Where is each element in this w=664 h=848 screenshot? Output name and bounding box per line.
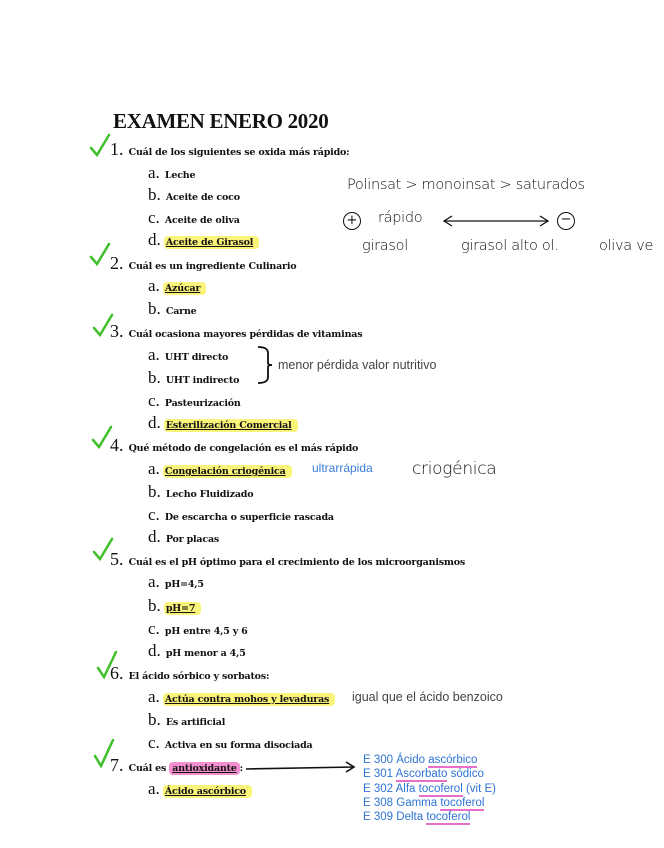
note-rapido: rápido bbox=[378, 210, 423, 226]
note-girasol: girasol bbox=[362, 238, 408, 254]
option-4c: c. De escarcha o superficie rascada bbox=[148, 505, 334, 524]
option-3b: b. UHT indirecto bbox=[148, 368, 240, 387]
question-4 bbox=[110, 435, 358, 456]
note-benzoico: igual que el ácido benzoico bbox=[352, 690, 503, 704]
highlighted-answer: Congelación criogénica bbox=[163, 465, 292, 478]
option-1d: d. Aceite de Girasol bbox=[148, 230, 259, 250]
list-item: E 301 Ascorbato sódico bbox=[363, 768, 484, 781]
option-6b: b. Es artificial bbox=[148, 710, 226, 729]
option-1c: c. Aceite de oliva bbox=[148, 208, 240, 227]
question-text: Cuál es el pH óptimo para el crecimiento de los microorganismos bbox=[128, 557, 466, 568]
question-number: 5. bbox=[110, 549, 124, 569]
option-2b: b. Carne bbox=[148, 299, 197, 318]
note-oliva: oliva ve bbox=[599, 238, 654, 254]
question-number: 2. bbox=[110, 253, 124, 273]
question-number: 4. bbox=[110, 435, 124, 455]
list-item: E 300 Ácido ascórbico bbox=[363, 754, 478, 766]
question-text: El ácido sórbico y sorbatos: bbox=[128, 671, 270, 682]
antioxidant-list bbox=[363, 753, 496, 824]
option-6a: a. Actúa contra mohos y levaduras bbox=[148, 687, 335, 707]
question-6 bbox=[110, 663, 269, 684]
option-1b: b. Aceite de coco bbox=[148, 185, 240, 204]
note-girasol-alto: girasol alto ol. bbox=[461, 238, 559, 254]
checkmark-icon bbox=[89, 133, 111, 159]
option-3a: a. UHT directo bbox=[148, 345, 229, 364]
question-3 bbox=[110, 321, 362, 342]
list-item: E 308 Gamma tocoferol bbox=[363, 796, 485, 809]
list-item: E 309 Delta tocoferol bbox=[363, 811, 471, 824]
highlighted-keyword: antioxidante bbox=[169, 762, 239, 775]
highlighted-answer: Actúa contra mohos y levaduras bbox=[163, 693, 335, 706]
question-2 bbox=[110, 253, 296, 274]
question-number: 6. bbox=[110, 663, 124, 683]
option-3c: c. Pasteurización bbox=[148, 391, 241, 410]
option-4a: a. Congelación criogénica bbox=[148, 459, 292, 479]
question-text: Cuál ocasiona mayores pérdidas de vitaminas bbox=[128, 329, 363, 340]
list-item: E 302 Alfa tocoferol (vit E) bbox=[363, 782, 496, 795]
arrow-right-icon bbox=[244, 761, 360, 775]
option-4d: d. Por placas bbox=[148, 527, 220, 546]
highlighted-answer: Ácido ascórbico bbox=[163, 785, 252, 798]
option-7a: a. Ácido ascórbico bbox=[148, 779, 252, 799]
option-2a: a. Azúcar bbox=[148, 276, 206, 296]
bracket-icon bbox=[256, 345, 276, 385]
question-text: Cuál de los siguientes se oxida más rápido: bbox=[128, 147, 350, 158]
minus-circle-icon: − bbox=[557, 212, 575, 230]
highlighted-answer: Aceite de Girasol bbox=[164, 236, 259, 249]
note-menor-perdida: menor pérdida valor nutritivo bbox=[278, 358, 437, 372]
question-number: 7. bbox=[110, 755, 124, 775]
option-5d: d. pH menor a 4,5 bbox=[148, 641, 246, 660]
question-1 bbox=[110, 139, 349, 160]
exam-title: EXAMEN ENERO 2020 bbox=[113, 109, 329, 133]
question-text: Qué método de congelación es el más rápido bbox=[128, 443, 359, 454]
question-5 bbox=[110, 549, 465, 570]
question-number: 3. bbox=[110, 321, 124, 341]
option-4b: b. Lecho Fluidizado bbox=[148, 482, 254, 501]
option-1a: a. Leche bbox=[148, 163, 196, 182]
note-ultrarrapida: ultrarrápida bbox=[312, 461, 373, 475]
question-text: Cuál es un ingrediente Culinario bbox=[128, 261, 297, 272]
highlighted-answer: Azúcar bbox=[163, 282, 206, 295]
double-arrow-icon bbox=[440, 213, 552, 229]
option-5b: b. pH=7 bbox=[148, 596, 201, 616]
highlighted-answer: Esterilización Comercial bbox=[164, 419, 298, 432]
option-5a: a. pH=4,5 bbox=[148, 572, 204, 591]
plus-circle-icon: + bbox=[343, 212, 361, 230]
note-oxidation-order: Polinsat > monoinsat > saturados bbox=[347, 177, 585, 193]
question-7: 7. Cuál es antioxidante : bbox=[110, 755, 243, 775]
question-text: Cuál es bbox=[128, 763, 170, 774]
option-6c: c. Activa en su forma disociada bbox=[148, 733, 313, 752]
option-3d: d. Esterilización Comercial bbox=[148, 413, 298, 433]
note-criogenica: criogénica bbox=[412, 459, 497, 479]
checkmark-icon bbox=[89, 242, 111, 268]
highlighted-answer: pH=7 bbox=[164, 602, 201, 615]
question-number: 1. bbox=[110, 139, 124, 159]
option-5c: c. pH entre 4,5 y 6 bbox=[148, 619, 248, 638]
